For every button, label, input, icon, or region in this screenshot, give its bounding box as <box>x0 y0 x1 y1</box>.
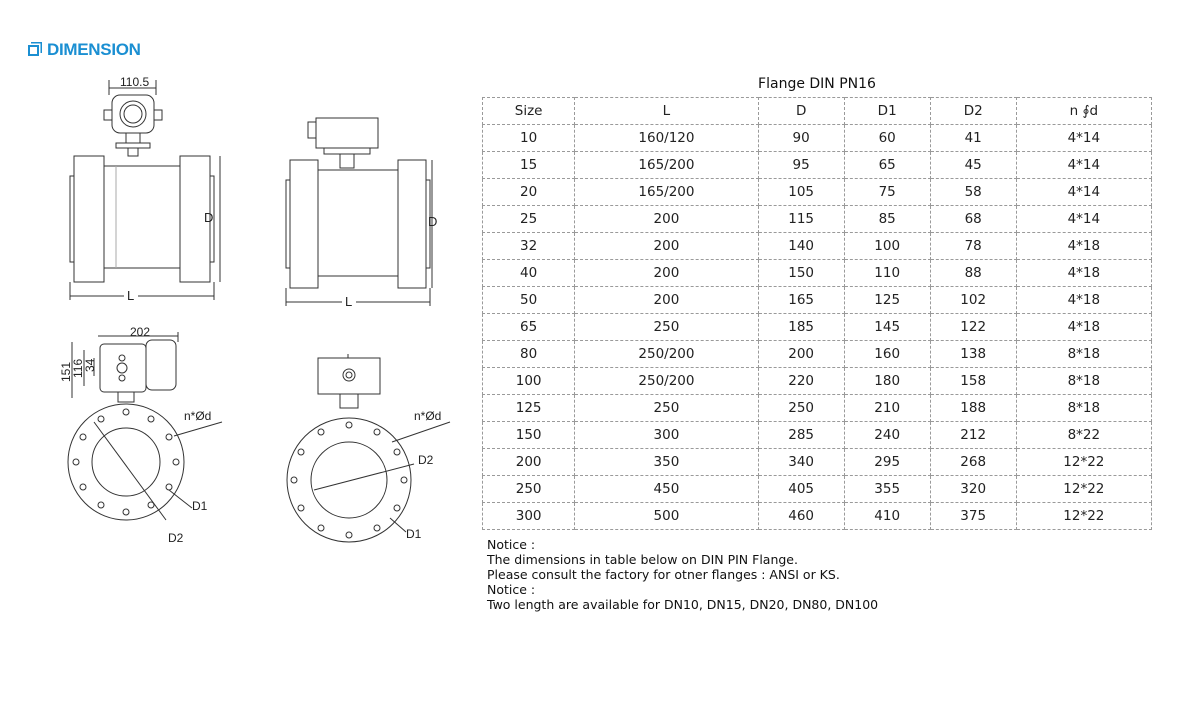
table-cell: 8*18 <box>1016 341 1151 368</box>
table-cell: 50 <box>483 287 575 314</box>
table-cell: 4*18 <box>1016 314 1151 341</box>
table-cell: 4*18 <box>1016 287 1151 314</box>
table-cell: 58 <box>930 179 1016 206</box>
dimension-table <box>482 97 1152 530</box>
note-line: Please consult the factory for otner flanges : ANSI or KS. <box>487 567 840 582</box>
table-cell: 165/200 <box>575 179 758 206</box>
table-row <box>483 395 1152 422</box>
header-size: Size <box>483 98 575 125</box>
d1-label: D1 <box>192 499 208 513</box>
note-line: Two length are available for DN10, DN15, DN20, DN80, DN100 <box>487 597 879 612</box>
table-cell: 102 <box>930 287 1016 314</box>
table-cell: 410 <box>844 503 930 530</box>
square-bullet-icon <box>28 45 39 56</box>
table-cell: 210 <box>844 395 930 422</box>
table-cell: 145 <box>844 314 930 341</box>
table-cell: 80 <box>483 341 575 368</box>
drawings-svg <box>50 70 470 560</box>
table-cell: 268 <box>930 449 1016 476</box>
side-view-integral-drawing <box>59 325 222 545</box>
table-cell: 41 <box>930 125 1016 152</box>
table-cell: 250/200 <box>575 368 758 395</box>
table-cell: 40 <box>483 260 575 287</box>
table-cell: 212 <box>930 422 1016 449</box>
table-cell: 185 <box>758 314 844 341</box>
table-cell: 75 <box>844 179 930 206</box>
table-cell: 160 <box>844 341 930 368</box>
table-cell: 405 <box>758 476 844 503</box>
table-row <box>483 341 1152 368</box>
table-cell: 350 <box>575 449 758 476</box>
dim-116-label: 116 <box>71 358 85 378</box>
table-cell: 4*14 <box>1016 152 1151 179</box>
table-row <box>483 179 1152 206</box>
table-cell: 65 <box>483 314 575 341</box>
note-line: Notice : <box>487 582 536 597</box>
side-view-remote-drawing <box>287 354 450 542</box>
table-row <box>483 503 1152 530</box>
table-cell: 180 <box>844 368 930 395</box>
table-row <box>483 206 1152 233</box>
table-cell: 200 <box>575 206 758 233</box>
table-cell: 250 <box>483 476 575 503</box>
table-cell: 4*18 <box>1016 233 1151 260</box>
note-line: The dimensions in table below on DIN PIN Flange. <box>487 552 798 567</box>
header-d2: D2 <box>930 98 1016 125</box>
section-title: DIMENSION <box>47 40 141 59</box>
front-view-remote-drawing <box>286 118 437 309</box>
dim-l-label: L <box>127 288 135 303</box>
table-cell: 158 <box>930 368 1016 395</box>
table-cell: 12*22 <box>1016 449 1151 476</box>
table-header-row <box>483 98 1152 125</box>
table-cell: 300 <box>483 503 575 530</box>
table-row <box>483 368 1152 395</box>
table-cell: 60 <box>844 125 930 152</box>
table-cell: 300 <box>575 422 758 449</box>
table-cell: 500 <box>575 503 758 530</box>
table-cell: 100 <box>483 368 575 395</box>
table-cell: 12*22 <box>1016 503 1151 530</box>
table-cell: 4*14 <box>1016 206 1151 233</box>
table-cell: 78 <box>930 233 1016 260</box>
table-cell: 160/120 <box>575 125 758 152</box>
table-cell: 295 <box>844 449 930 476</box>
table-cell: 138 <box>930 341 1016 368</box>
dim-d-label: D <box>204 210 214 225</box>
table-cell: 150 <box>483 422 575 449</box>
table-cell: 95 <box>758 152 844 179</box>
table-cell: 20 <box>483 179 575 206</box>
d1-label-remote: D1 <box>406 527 422 541</box>
table-cell: 220 <box>758 368 844 395</box>
d2-label: D2 <box>168 531 184 545</box>
dim-151-label: 151 <box>59 361 73 382</box>
table-cell: 15 <box>483 152 575 179</box>
table-cell: 250 <box>575 395 758 422</box>
section-heading <box>28 40 141 60</box>
table-cell: 8*18 <box>1016 395 1151 422</box>
dimension-drawings <box>50 70 470 560</box>
table-cell: 68 <box>930 206 1016 233</box>
table-cell: 90 <box>758 125 844 152</box>
table-cell: 240 <box>844 422 930 449</box>
d2-label-remote: D2 <box>418 453 434 467</box>
table-row <box>483 422 1152 449</box>
dim-l-label-remote: L <box>345 294 353 309</box>
dim-34-label: 34 <box>83 358 97 372</box>
table-cell: 250/200 <box>575 341 758 368</box>
table-cell: 125 <box>483 395 575 422</box>
table-cell: 200 <box>575 287 758 314</box>
table-cell: 85 <box>844 206 930 233</box>
table-cell: 8*18 <box>1016 368 1151 395</box>
table-row <box>483 314 1152 341</box>
table-cell: 375 <box>930 503 1016 530</box>
table-cell: 340 <box>758 449 844 476</box>
table-cell: 200 <box>575 233 758 260</box>
table-cell: 165/200 <box>575 152 758 179</box>
table-row <box>483 125 1152 152</box>
table-cell: 110 <box>844 260 930 287</box>
table-row <box>483 233 1152 260</box>
table-row <box>483 476 1152 503</box>
table-cell: 200 <box>575 260 758 287</box>
table-cell: 250 <box>575 314 758 341</box>
header-d: D <box>758 98 844 125</box>
table-cell: 125 <box>844 287 930 314</box>
table-cell: 122 <box>930 314 1016 341</box>
header-l: L <box>575 98 758 125</box>
bolt-hole-label: n*Ød <box>184 409 212 423</box>
front-view-integral-drawing <box>70 75 220 303</box>
table-cell: 32 <box>483 233 575 260</box>
table-cell: 100 <box>844 233 930 260</box>
table-cell: 88 <box>930 260 1016 287</box>
table-cell: 200 <box>483 449 575 476</box>
table-cell: 450 <box>575 476 758 503</box>
note-line: Notice : <box>487 537 536 552</box>
table-cell: 25 <box>483 206 575 233</box>
table-cell: 188 <box>930 395 1016 422</box>
dim-202-label: 202 <box>130 325 151 339</box>
table-cell: 8*22 <box>1016 422 1151 449</box>
table-cell: 165 <box>758 287 844 314</box>
header-bolt: n ∮d <box>1016 98 1151 125</box>
table-cell: 4*18 <box>1016 260 1151 287</box>
table-cell: 140 <box>758 233 844 260</box>
notes-block <box>487 537 878 612</box>
table-cell: 250 <box>758 395 844 422</box>
table-cell: 115 <box>758 206 844 233</box>
dim-d-label-remote: D <box>428 214 438 229</box>
table-row <box>483 152 1152 179</box>
table-cell: 285 <box>758 422 844 449</box>
table-title: Flange DIN PN16 <box>758 76 876 92</box>
dim-110-5-label: 110.5 <box>120 75 150 89</box>
table-cell: 460 <box>758 503 844 530</box>
table-cell: 200 <box>758 341 844 368</box>
table-cell: 320 <box>930 476 1016 503</box>
table-row <box>483 260 1152 287</box>
table-cell: 10 <box>483 125 575 152</box>
table-row <box>483 449 1152 476</box>
table-body <box>483 125 1152 530</box>
table-row <box>483 287 1152 314</box>
table-cell: 355 <box>844 476 930 503</box>
table-cell: 4*14 <box>1016 125 1151 152</box>
table-cell: 4*14 <box>1016 179 1151 206</box>
table-cell: 65 <box>844 152 930 179</box>
table-cell: 12*22 <box>1016 476 1151 503</box>
table-cell: 150 <box>758 260 844 287</box>
table-cell: 45 <box>930 152 1016 179</box>
table-cell: 105 <box>758 179 844 206</box>
header-d1: D1 <box>844 98 930 125</box>
bolt-hole-label-remote: n*Ød <box>414 409 442 423</box>
